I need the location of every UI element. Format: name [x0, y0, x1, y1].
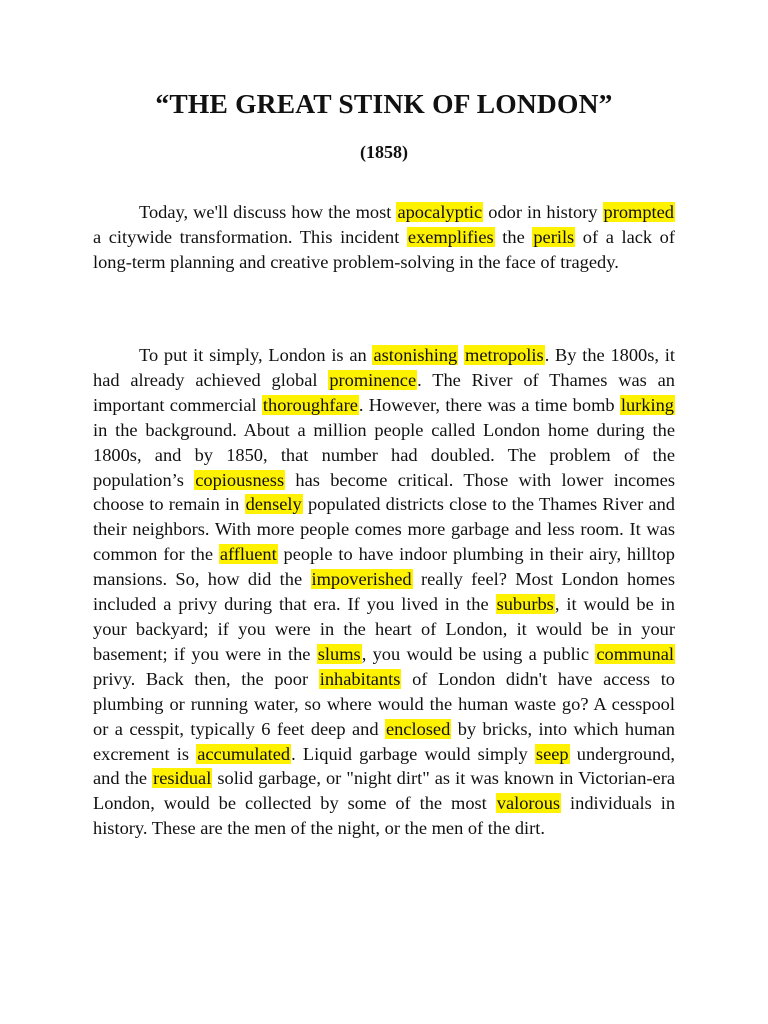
text-run: odor in history — [483, 202, 603, 222]
text-run: . However, there was a time bomb — [358, 394, 620, 415]
highlighted-word: slums — [317, 643, 361, 664]
highlighted-word: apocalyptic — [397, 202, 483, 222]
document-title: “THE GREAT STINK OF LONDON” — [155, 88, 613, 119]
highlighted-word: accumulated — [197, 743, 291, 764]
highlighted-word: affluent — [219, 544, 277, 565]
highlighted-word: residual — [153, 768, 212, 789]
text-run: , it would be in your backyard; if you were in the heart of London, it would be in your basement; if you were in the — [93, 594, 675, 664]
highlighted-word: exemplifies — [407, 226, 494, 247]
highlighted-word: thoroughfare — [262, 394, 358, 415]
highlighted-word: copiousness — [195, 469, 285, 490]
text-run: . By the 1800s, it had already achieved global — [93, 345, 675, 390]
text-run: by bricks, into which human excrement is — [93, 718, 675, 764]
text-run: the — [494, 226, 533, 247]
text-run: of a lack of long-term planning and creative problem-solving in the face of tragedy. — [93, 226, 676, 272]
text-run: individuals in history. These are the men of the night, or the men of the dirt. — [93, 793, 676, 839]
highlighted-word: astonishing — [373, 345, 458, 365]
highlighted-word: prominence — [329, 369, 417, 390]
highlighted-word: valorous — [496, 793, 561, 814]
text-run: really feel? Most London homes included a privy during that era. If you lived in the — [93, 569, 675, 615]
highlighted-word: lurking — [620, 394, 674, 415]
highlighted-word: prompted — [603, 202, 674, 222]
paragraph-body — [93, 343, 675, 841]
text-run: To put it simply, London is an — [139, 345, 373, 365]
text-run: of London didn't have access to plumbing or running water, so where would the human waste go? A cesspool or a cesspit, typically 6 feet deep and — [93, 668, 675, 739]
highlighted-word: suburbs — [496, 594, 554, 615]
highlighted-word: seep — [535, 743, 569, 764]
text-run: privy. Back then, the poor — [93, 668, 319, 689]
document-year: (1858) — [360, 142, 408, 162]
text-run: has become critical. Those with lower incomes choose to remain in — [93, 469, 676, 515]
text-run: people to have indoor plumbing in their airy, hilltop mansions. So, how did the — [93, 544, 675, 590]
text-run: solid garbage, or "night dirt" as it was known in Victorian-era London, would be collected by some of the most — [93, 768, 675, 814]
text-run: in the background. About a million people called London home during the 1800s, and by 1850, that number had doubled. The problem of the population’s — [93, 419, 675, 490]
highlighted-word: densely — [245, 494, 302, 515]
text-run: , you would be using a public — [361, 643, 596, 664]
highlighted-word: perils — [533, 226, 575, 247]
highlighted-word: impoverished — [311, 569, 412, 590]
highlighted-word: metropolis — [465, 345, 544, 365]
text-run: . The River of Thames was an important commercial — [93, 369, 675, 415]
text-run: Today, we'll discuss how the most — [139, 202, 397, 222]
text-run: populated districts close to the Thames River and their neighbors. With more people comes more garbage and less room. It was common for the — [93, 494, 675, 565]
paragraph-intro — [93, 200, 675, 275]
text-run: a citywide transformation. This incident — [93, 226, 407, 247]
text-run: . Liquid garbage would simply — [291, 743, 535, 764]
text-run: underground, and the — [93, 743, 676, 789]
highlighted-word: inhabitants — [319, 668, 401, 689]
highlighted-word: communal — [596, 643, 675, 664]
highlighted-word: enclosed — [385, 718, 451, 739]
